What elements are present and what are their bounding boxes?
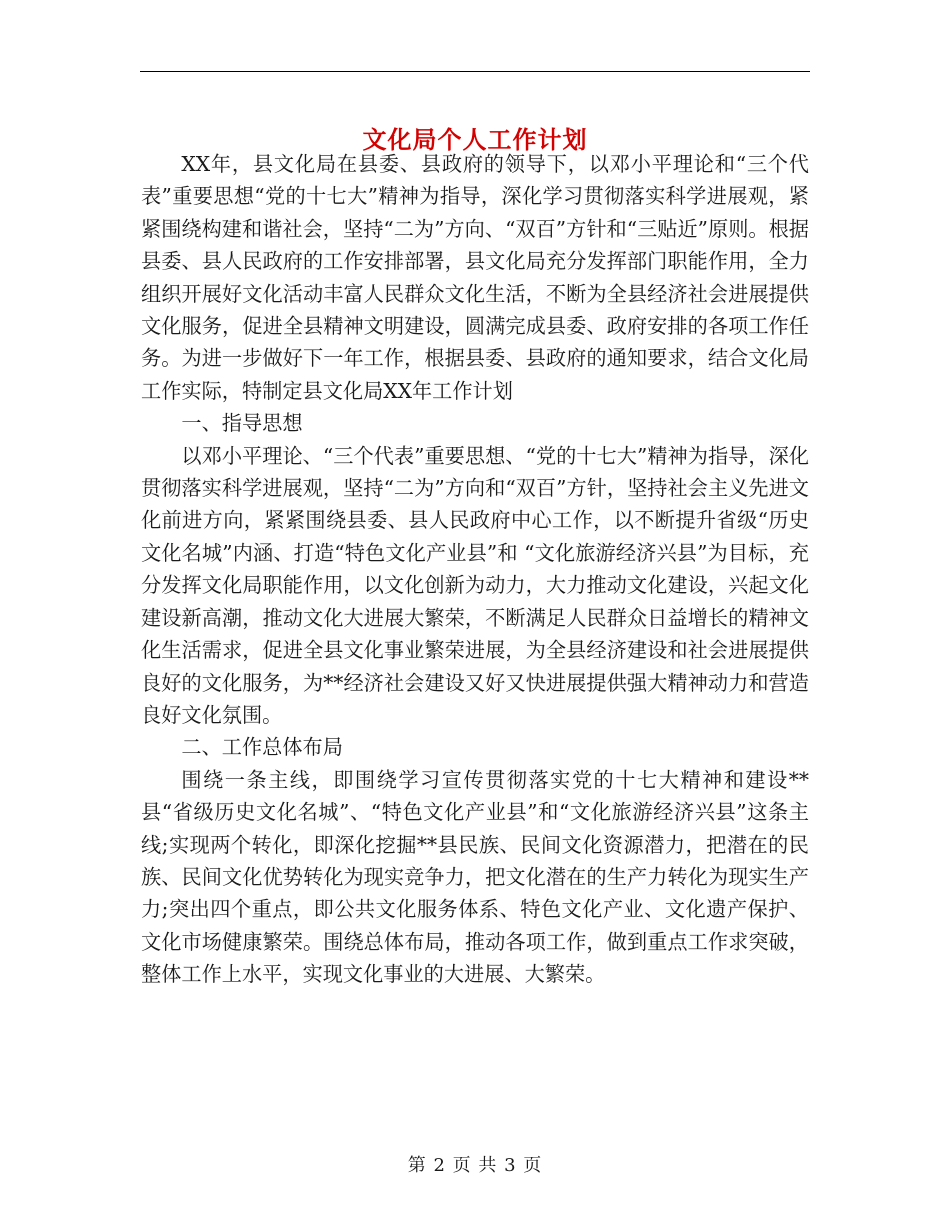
page-number-footer: 第 2 页 共 3 页 — [407, 1155, 543, 1176]
guiding-thought-paragraph: 以邓小平理论、“三个代表”重要思想、“党的十七大”精神为指导，深化贯彻落实科学进展观，坚持“二为”方向和“双百”方针，坚持社会主义先进文化前进方向，紧紧围绕县委、县人民政府中心工作，以不断提升省级“历史文化名城”内涵、打造“特色文化产业县”和 “文化旅游经济兴县”为目标，充分发挥文化局职能作用，以文化创新为动力，大力推动文化建设，兴起文化建设新高潮，推动文化大进展大繁荣，不断满足人民群众日益增长的精神文化生活需求，促进全县文化事业繁荣进展，为全县经济建设和社会进展提供良好的文化服务，为**经济社会建设又好又快进展提供强大精神动力和营造良好文化氛围。 — [141, 443, 809, 727]
intro-paragraph: XX年，县文化局在县委、县政府的领导下，以邓小平理论和“三个代表”重要思想“党的十七大”精神为指导，深化学习贯彻落实科学进展观，紧紧围绕构建和谐社会，坚持“二为”方向、“双百”方针和“三贴近”原则。根据县委、县人民政府的工作安排部署，县文化局充分发挥部门职能作用，全力组织开展好文化活动丰富人民群众文化生活，不断为全县经济社会进展提供文化服务，促进全县精神文明建设，圆满完成县委、政府安排的各项工作任务。为进一步做好下一年工作，根据县委、县政府的通知要求，结合文化局工作实际，特制定县文化局XX年工作计划 — [141, 152, 809, 403]
overall-layout-paragraph: 围绕一条主线，即围绕学习宣传贯彻落实党的十七大精神和建设**县“省级历史文化名城”、“特色文化产业县”和“文化旅游经济兴县”这条主线;实现两个转化，即深化挖掘**县民族、民间文化资源潜力，把潜在的民族、民间文化优势转化为现实竞争力，把文化潜在的生产力转化为现实生产力;突出四个重点，即公共文化服务体系、特色文化产业、文化遗产保护、文化市场健康繁荣。围绕总体布局，推动各项工作，做到重点工作求突破，整体工作上水平，实现文化事业的大进展、大繁荣。 — [141, 767, 809, 987]
document-title: 文化局个人工作计划 — [362, 125, 588, 155]
section-heading-guiding-thought: 一、指导思想 — [181, 411, 303, 436]
section-heading-overall-layout: 二、工作总体布局 — [181, 735, 343, 760]
header-rule — [140, 71, 810, 72]
document-body — [141, 148, 809, 991]
